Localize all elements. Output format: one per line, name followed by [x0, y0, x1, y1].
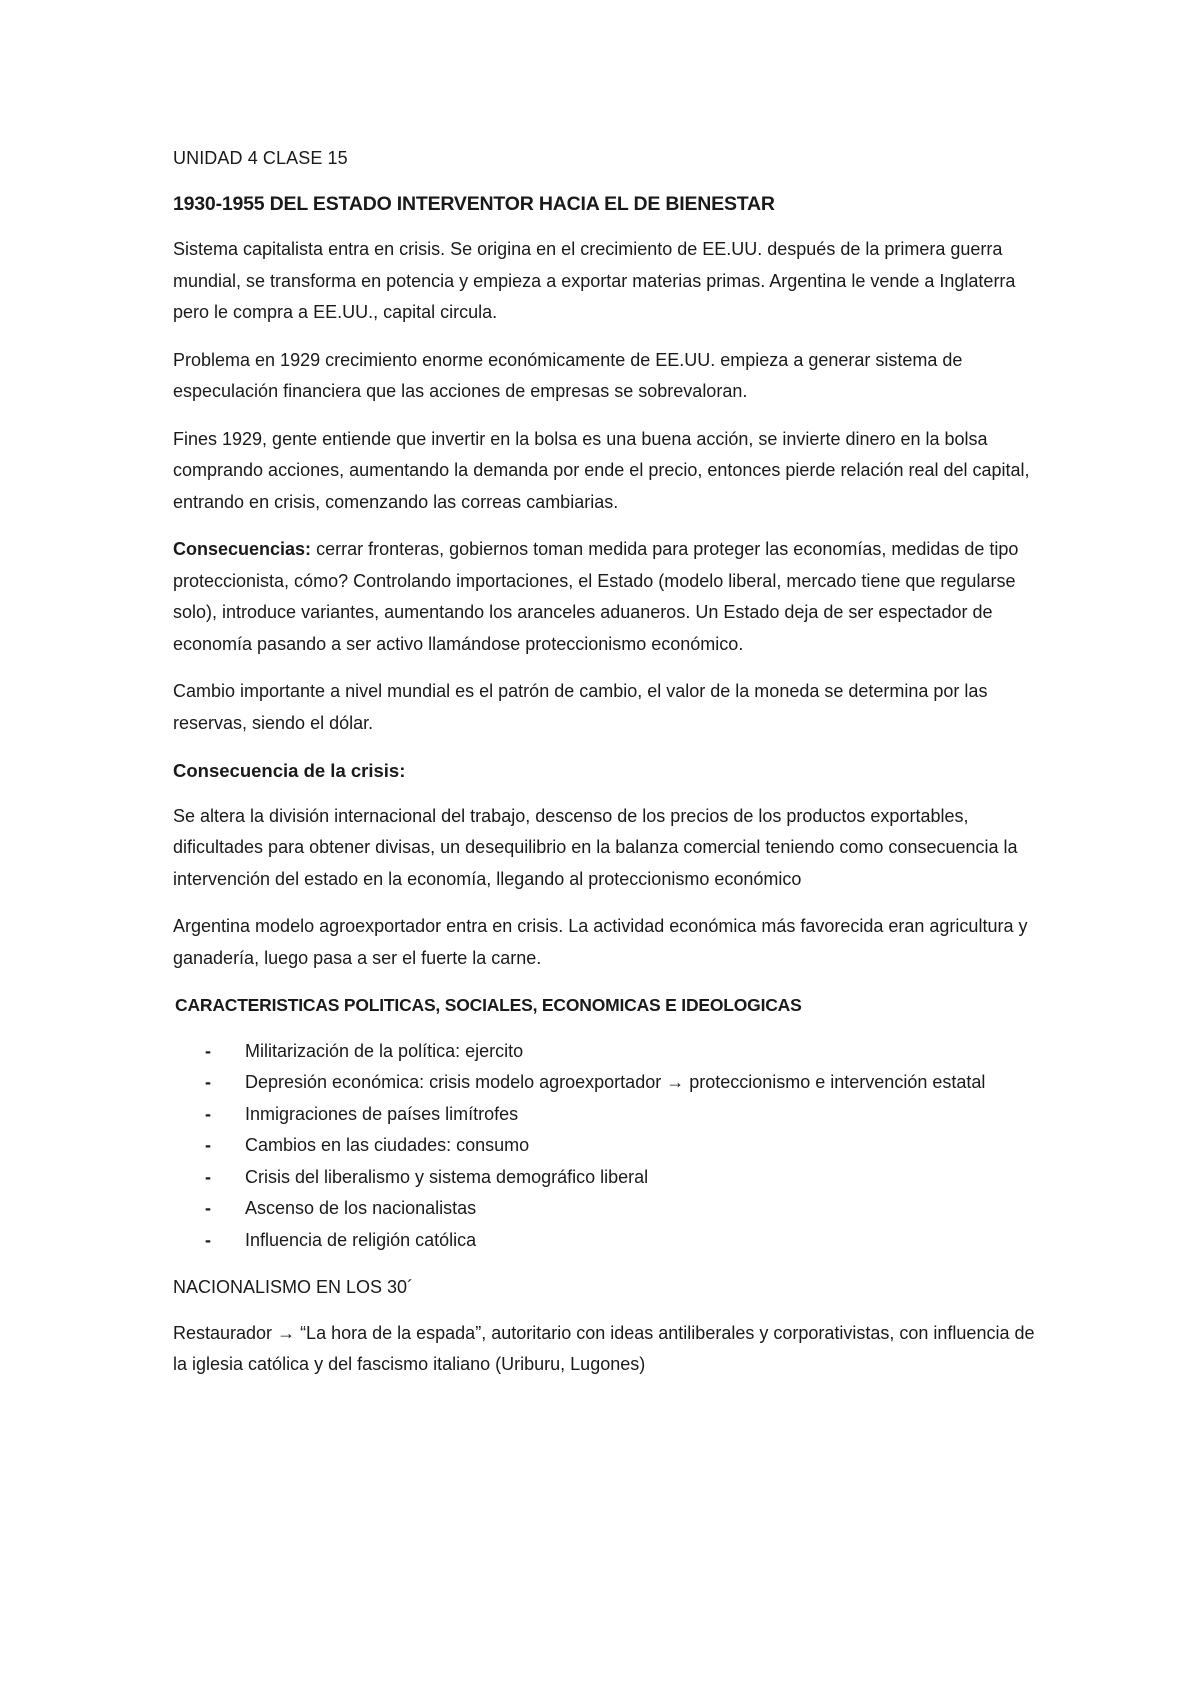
bullet-dash: -	[205, 1229, 211, 1250]
list-item	[173, 1193, 1053, 1225]
list-item-text: Inmigraciones de países limítrofes	[245, 1103, 519, 1124]
crisis-paragraph-1: Se altera la división internacional del trabajo, descenso de los precios de los productos exportables, dificultades para obtener divisas, un desequilibrio en la balanza comercial teniendo como consecuencia la intervención del estado en la economía, llegando al proteccionismo económico	[173, 805, 1018, 889]
bullet-dash: -	[205, 1040, 211, 1061]
document-body	[173, 143, 1053, 1397]
bullet-dash: -	[205, 1103, 211, 1124]
arrow-right-icon: →	[277, 1322, 296, 1343]
arrow-right-icon: →	[666, 1072, 685, 1092]
list-item-text: Ascenso de los nacionalistas	[245, 1198, 477, 1218]
consecuencias-label: Consecuencias:	[173, 539, 312, 559]
intro-paragraph-3: Fines 1929, gente entiende que invertir en la bolsa es una buena acción, se invierte dinero en la bolsa comprando acciones, aumentando la demanda por ende el precio, entonces pierde relación real del capital, entrando en crisis, comenzando las correas cambiarias.	[173, 428, 1030, 512]
caracteristicas-list	[173, 1036, 1053, 1257]
list-item-text: proteccionismo e intervención estatal	[684, 1072, 986, 1092]
list-item-text: Crisis del liberalismo y sistema demográfico liberal	[245, 1166, 649, 1187]
restaurador-label: Restaurador	[173, 1322, 278, 1343]
cambio-paragraph: Cambio importante a nivel mundial es el patrón de cambio, el valor de la moneda se determina por las reservas, siendo el dólar.	[173, 681, 988, 733]
crisis-heading: Consecuencia de la crisis:	[173, 760, 406, 781]
list-item-text: Influencia de religión católica	[245, 1229, 477, 1250]
list-item	[173, 1067, 1053, 1099]
nacionalismo-heading: NACIONALISMO EN LOS 30´	[173, 1277, 414, 1297]
restaurador-paragraph	[173, 1318, 1053, 1381]
consecuencias-text: cerrar fronteras, gobiernos toman medida para proteger las economías, medidas de tipo proteccionista, cómo? Controlando importaciones, el Estado (modelo liberal, mercado tiene que regularse solo), introduce variantes, aumentando los aranceles aduaneros. Un Estado deja de ser espectador de economía pasando a ser activo llamándose proteccionismo económico.	[173, 539, 1019, 654]
bullet-dash: -	[205, 1135, 211, 1155]
intro-paragraph-1: Sistema capitalista entra en crisis. Se origina en el crecimiento de EE.UU. después de la primera guerra mundial, se transforma en potencia y empieza a exportar materias primas. Argentina le vende a Inglaterra pero le compra a EE.UU., capital circula.	[173, 239, 1016, 322]
list-item-text: Depresión económica: crisis modelo agroexportador	[245, 1072, 667, 1092]
restaurador-text: “La hora de la espada”, autoritario con ideas antiliberales y corporativistas, con influencia de la iglesia católica y del fascismo italiano (Uriburu, Lugones)	[173, 1322, 1035, 1374]
caracteristicas-heading: CARACTERISTICAS POLITICAS, SOCIALES, ECONOMICAS E IDEOLOGICAS	[175, 995, 802, 1015]
list-item	[173, 1099, 1053, 1131]
list-item-text: Militarización de la política: ejercito	[245, 1040, 524, 1061]
bullet-dash: -	[205, 1166, 211, 1187]
list-item	[173, 1036, 1053, 1068]
list-item	[173, 1162, 1053, 1194]
list-item	[173, 1225, 1053, 1257]
consecuencias-paragraph	[173, 534, 1053, 660]
bullet-dash: -	[205, 1072, 211, 1092]
list-item-text: Cambios en las ciudades: consumo	[245, 1135, 530, 1155]
unit-header: UNIDAD 4 CLASE 15	[173, 148, 348, 168]
document-title: 1930-1955 DEL ESTADO INTERVENTOR HACIA EL DE BIENESTAR	[173, 192, 775, 215]
list-item	[173, 1130, 1053, 1162]
bullet-dash: -	[205, 1198, 211, 1218]
intro-paragraph-2: Problema en 1929 crecimiento enorme económicamente de EE.UU. empieza a generar sistema de especulación financiera que las acciones de empresas se sobrevaloran.	[173, 349, 963, 401]
crisis-paragraph-2: Argentina modelo agroexportador entra en crisis. La actividad económica más favorecida eran agricultura y ganadería, luego pasa a ser el fuerte la carne.	[173, 916, 1028, 968]
